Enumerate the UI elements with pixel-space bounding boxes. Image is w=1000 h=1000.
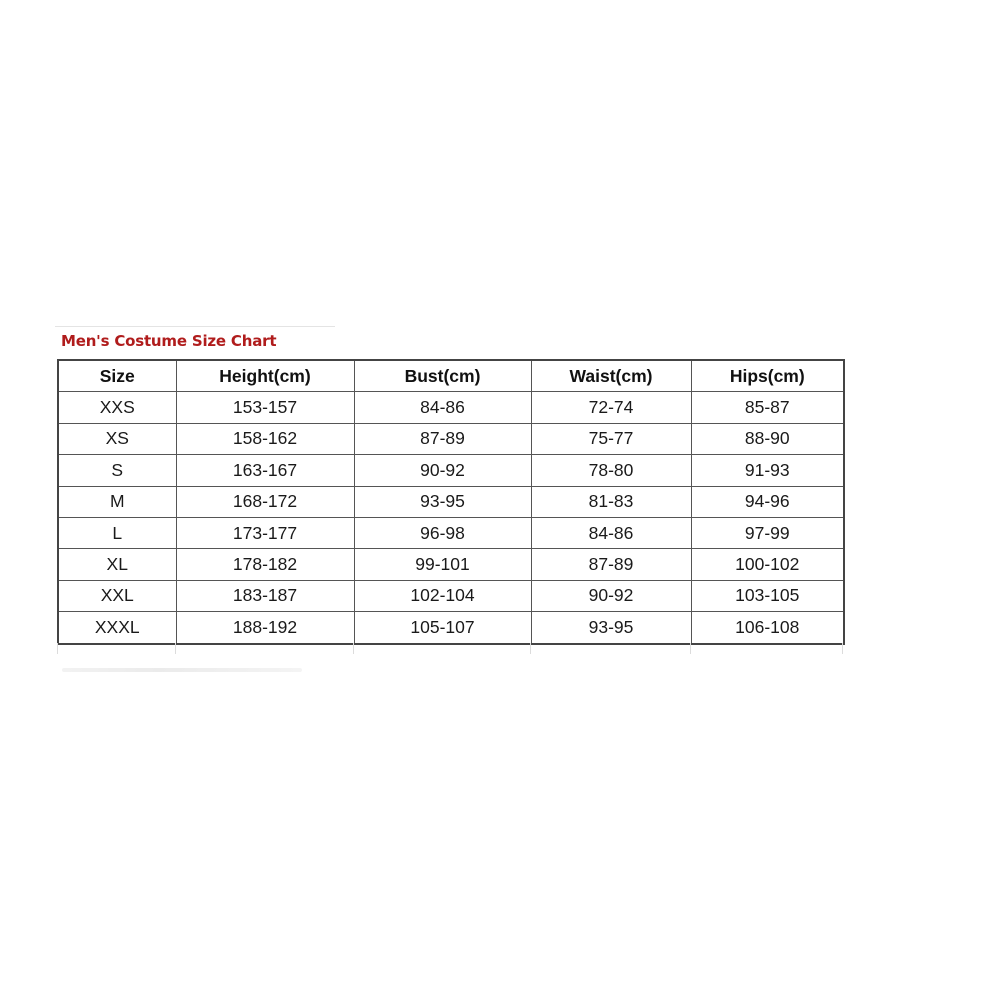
cell-waist: 90-92 (531, 580, 691, 611)
table-row (58, 455, 844, 486)
cell-waist: 93-95 (531, 612, 691, 644)
cell-bust: 84-86 (354, 392, 531, 423)
cell-bust: 102-104 (354, 580, 531, 611)
cell-waist: 87-89 (531, 549, 691, 580)
cell-height: 173-177 (176, 517, 354, 548)
cell-bust: 87-89 (354, 423, 531, 454)
size-table (57, 359, 845, 645)
cell-bust: 99-101 (354, 549, 531, 580)
cell-size: XXS (58, 392, 176, 423)
cell-bust: 96-98 (354, 517, 531, 548)
cell-waist: 75-77 (531, 423, 691, 454)
cell-size: L (58, 517, 176, 548)
cell-size: XXXL (58, 612, 176, 644)
cell-hips: 106-108 (691, 612, 844, 644)
cell-hips: 85-87 (691, 392, 844, 423)
table-row (58, 612, 844, 644)
cell-waist: 72-74 (531, 392, 691, 423)
faint-smudge (62, 668, 302, 672)
table-header-row (58, 360, 844, 392)
cell-hips: 91-93 (691, 455, 844, 486)
header-hips: Hips(cm) (691, 360, 844, 392)
table-row (58, 423, 844, 454)
cell-size: XXL (58, 580, 176, 611)
cell-height: 153-157 (176, 392, 354, 423)
cell-height: 163-167 (176, 455, 354, 486)
cell-hips: 97-99 (691, 517, 844, 548)
cell-height: 168-172 (176, 486, 354, 517)
header-height: Height(cm) (176, 360, 354, 392)
cell-bust: 93-95 (354, 486, 531, 517)
cell-hips: 94-96 (691, 486, 844, 517)
cell-hips: 103-105 (691, 580, 844, 611)
cell-size: S (58, 455, 176, 486)
faint-gridline-stubs (57, 643, 843, 655)
cell-size: XS (58, 423, 176, 454)
cell-height: 178-182 (176, 549, 354, 580)
chart-title: Men's Costume Size Chart (61, 332, 277, 350)
cell-height: 188-192 (176, 612, 354, 644)
cell-waist: 81-83 (531, 486, 691, 517)
cell-height: 183-187 (176, 580, 354, 611)
table-row (58, 517, 844, 548)
cell-hips: 100-102 (691, 549, 844, 580)
cell-size: M (58, 486, 176, 517)
table-row (58, 549, 844, 580)
cell-waist: 84-86 (531, 517, 691, 548)
header-bust: Bust(cm) (354, 360, 531, 392)
cell-bust: 105-107 (354, 612, 531, 644)
table-row (58, 392, 844, 423)
table-row (58, 580, 844, 611)
header-size: Size (58, 360, 176, 392)
cell-bust: 90-92 (354, 455, 531, 486)
cell-hips: 88-90 (691, 423, 844, 454)
table-row (58, 486, 844, 517)
header-waist: Waist(cm) (531, 360, 691, 392)
cell-height: 158-162 (176, 423, 354, 454)
cell-size: XL (58, 549, 176, 580)
cell-waist: 78-80 (531, 455, 691, 486)
